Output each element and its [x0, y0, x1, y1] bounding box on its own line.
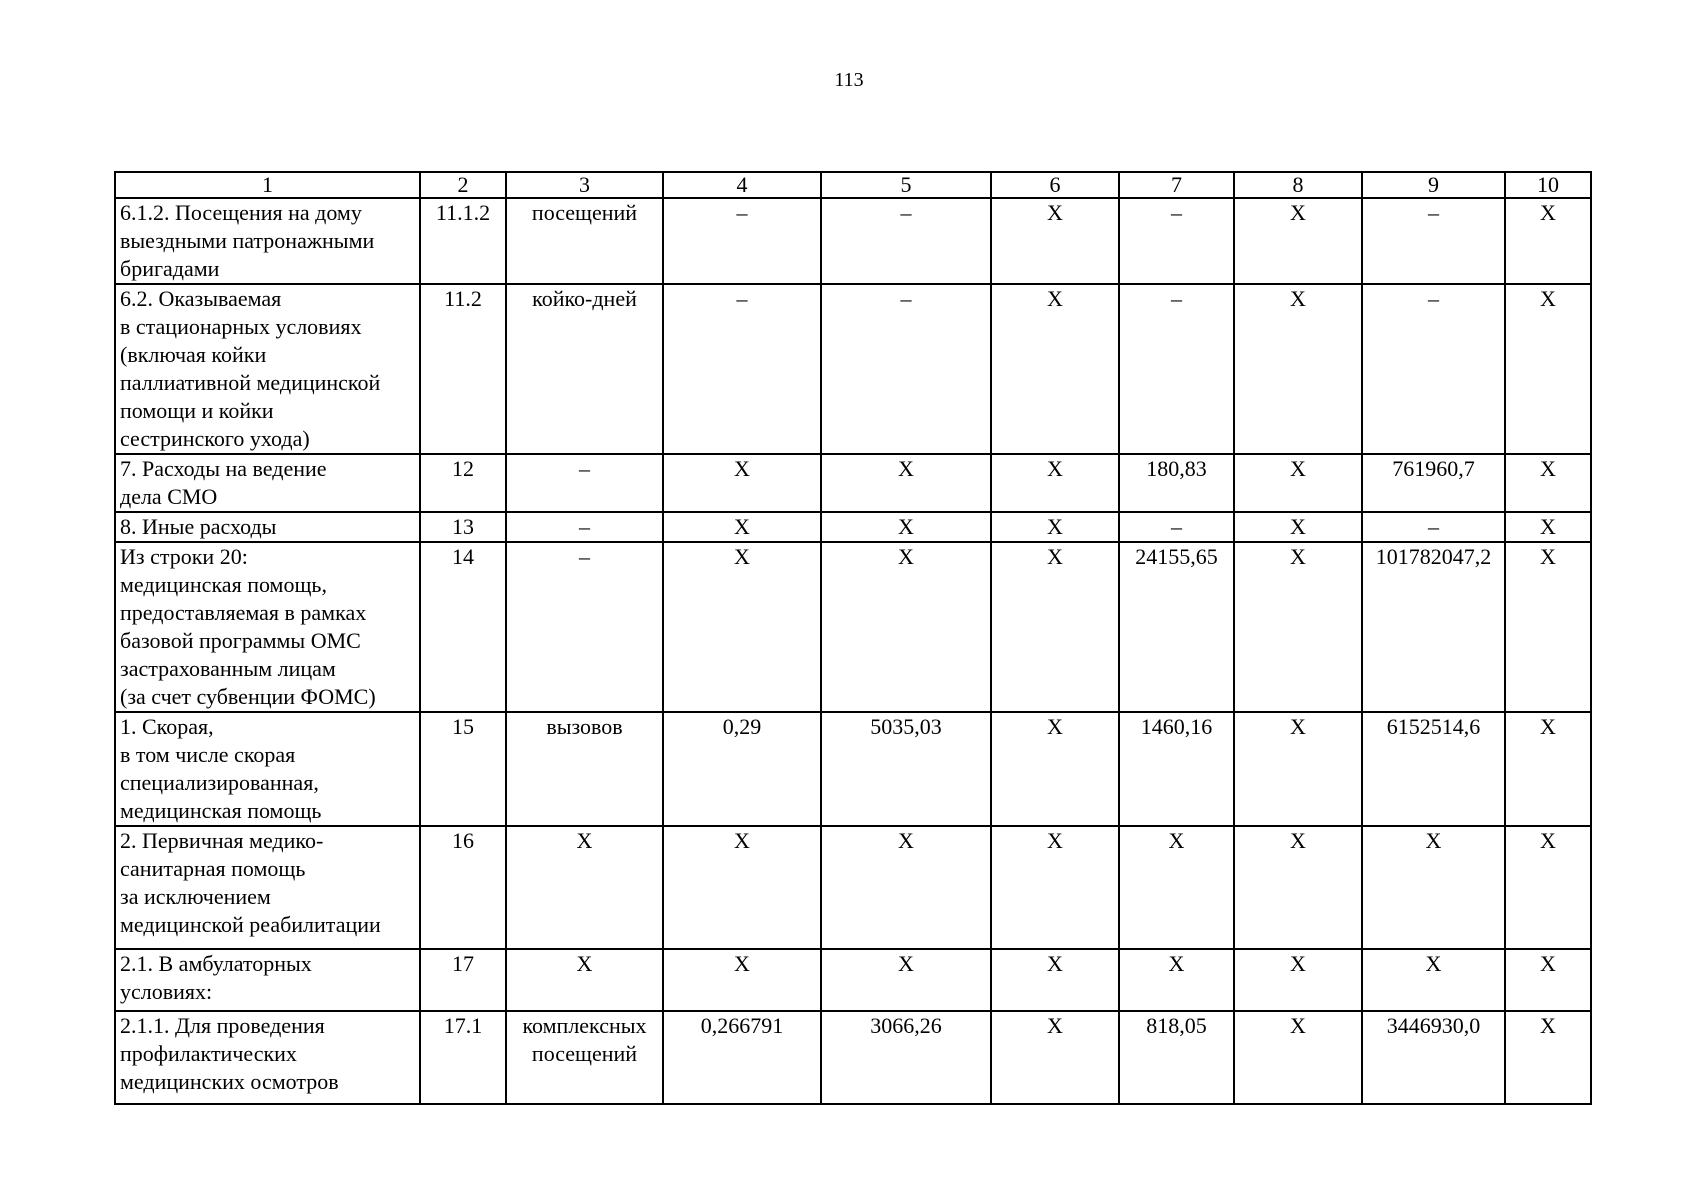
table-body	[115, 172, 1591, 1104]
header-cell-4: 4	[663, 172, 821, 198]
table-cell-col-2: 17.1	[420, 1011, 506, 1104]
table-cell-col-9: X	[1362, 949, 1505, 1011]
table-cell-col-6: X	[991, 826, 1119, 949]
page-number: 113	[834, 69, 864, 91]
table-row	[115, 454, 1591, 512]
table-cell-col-10: X	[1505, 198, 1591, 284]
table-cell-col-3: вызовов	[506, 712, 663, 826]
table-cell-col-1: 7. Расходы на ведение дела СМО	[115, 454, 420, 512]
table-cell-col-4: 0,266791	[663, 1011, 821, 1104]
table-cell-col-2: 15	[420, 712, 506, 826]
table-cell-col-10: X	[1505, 512, 1591, 542]
table-cell-col-9: –	[1362, 198, 1505, 284]
table-cell-col-10: X	[1505, 1011, 1591, 1104]
table-cell-col-10: X	[1505, 454, 1591, 512]
table-cell-col-9: X	[1362, 826, 1505, 949]
table-cell-col-1: 1. Скорая, в том числе скорая специализированная, медицинская помощь	[115, 712, 420, 826]
header-cell-6: 6	[991, 172, 1119, 198]
table-cell-col-4: –	[663, 198, 821, 284]
table-cell-col-10: X	[1505, 826, 1591, 949]
table-row	[115, 1011, 1591, 1104]
table-cell-col-5: –	[821, 284, 991, 454]
table-cell-col-2: 13	[420, 512, 506, 542]
table-cell-col-7: 180,83	[1119, 454, 1234, 512]
table-cell-col-9: –	[1362, 512, 1505, 542]
table-row	[115, 949, 1591, 1011]
table-cell-col-3: –	[506, 454, 663, 512]
header-cell-3: 3	[506, 172, 663, 198]
table-cell-col-6: X	[991, 198, 1119, 284]
table-cell-col-3: комплексных посещений	[506, 1011, 663, 1104]
table-cell-col-3: койко-дней	[506, 284, 663, 454]
table-row	[115, 712, 1591, 826]
data-table	[114, 171, 1592, 1105]
table-cell-col-10: X	[1505, 712, 1591, 826]
table-cell-col-6: X	[991, 542, 1119, 712]
table-cell-col-5: –	[821, 198, 991, 284]
table-cell-col-2: 14	[420, 542, 506, 712]
table-cell-col-8: X	[1234, 284, 1362, 454]
table-cell-col-1: 8. Иные расходы	[115, 512, 420, 542]
table-cell-col-4: X	[663, 542, 821, 712]
table-cell-col-7: 1460,16	[1119, 712, 1234, 826]
header-cell-8: 8	[1234, 172, 1362, 198]
table-cell-col-8: X	[1234, 198, 1362, 284]
table-cell-col-8: X	[1234, 1011, 1362, 1104]
table-cell-col-2: 11.1.2	[420, 198, 506, 284]
header-cell-10: 10	[1505, 172, 1591, 198]
table-cell-col-3: X	[506, 949, 663, 1011]
table-cell-col-10: X	[1505, 949, 1591, 1011]
table-cell-col-8: X	[1234, 542, 1362, 712]
table-cell-col-9: –	[1362, 284, 1505, 454]
table-cell-col-4: X	[663, 512, 821, 542]
table-cell-col-5: X	[821, 826, 991, 949]
table-cell-col-10: X	[1505, 542, 1591, 712]
header-cell-9: 9	[1362, 172, 1505, 198]
table-cell-col-1: 2.1. В амбулаторных условиях:	[115, 949, 420, 1011]
table-cell-col-4: X	[663, 949, 821, 1011]
table-cell-col-9: 6152514,6	[1362, 712, 1505, 826]
table-cell-col-4: –	[663, 284, 821, 454]
table-cell-col-7: 24155,65	[1119, 542, 1234, 712]
table-row	[115, 284, 1591, 454]
table-cell-col-1: Из строки 20: медицинская помощь, предоставляемая в рамках базовой программы ОМС застрахованным лицам (за счет субвенции ФОМС)	[115, 542, 420, 712]
table-cell-col-5: 3066,26	[821, 1011, 991, 1104]
table-cell-col-2: 16	[420, 826, 506, 949]
table-cell-col-4: X	[663, 826, 821, 949]
table-cell-col-10: X	[1505, 284, 1591, 454]
header-cell-5: 5	[821, 172, 991, 198]
table-cell-col-7: –	[1119, 284, 1234, 454]
table-cell-col-9: 101782047,2	[1362, 542, 1505, 712]
table-cell-col-4: 0,29	[663, 712, 821, 826]
table-cell-col-6: X	[991, 1011, 1119, 1104]
table-cell-col-5: X	[821, 512, 991, 542]
table-cell-col-8: X	[1234, 454, 1362, 512]
table-cell-col-6: X	[991, 454, 1119, 512]
table-cell-col-8: X	[1234, 512, 1362, 542]
table-cell-col-3: посещений	[506, 198, 663, 284]
table-cell-col-5: X	[821, 542, 991, 712]
table-cell-col-6: X	[991, 284, 1119, 454]
table-cell-col-1: 2. Первичная медико- санитарная помощь за исключением медицинской реабилитации	[115, 826, 420, 949]
table-cell-col-7: X	[1119, 826, 1234, 949]
table-cell-col-8: X	[1234, 826, 1362, 949]
table-cell-col-9: 761960,7	[1362, 454, 1505, 512]
table-row	[115, 198, 1591, 284]
table-cell-col-2: 12	[420, 454, 506, 512]
table-cell-col-6: X	[991, 949, 1119, 1011]
table-cell-col-3: X	[506, 826, 663, 949]
table-cell-col-4: X	[663, 454, 821, 512]
header-cell-7: 7	[1119, 172, 1234, 198]
table-cell-col-8: X	[1234, 712, 1362, 826]
table-cell-col-9: 3446930,0	[1362, 1011, 1505, 1104]
table-cell-col-5: 5035,03	[821, 712, 991, 826]
table-header-row	[115, 172, 1591, 198]
table-cell-col-1: 2.1.1. Для проведения профилактических медицинских осмотров	[115, 1011, 420, 1104]
table-cell-col-7: X	[1119, 949, 1234, 1011]
table-cell-col-6: X	[991, 512, 1119, 542]
table-cell-col-3: –	[506, 542, 663, 712]
table-cell-col-2: 17	[420, 949, 506, 1011]
table-cell-col-7: 818,05	[1119, 1011, 1234, 1104]
table-cell-col-1: 6.1.2. Посещения на дому выездными патронажными бригадами	[115, 198, 420, 284]
table-cell-col-2: 11.2	[420, 284, 506, 454]
table-row	[115, 512, 1591, 542]
table-cell-col-7: –	[1119, 512, 1234, 542]
table-row	[115, 542, 1591, 712]
table-cell-col-5: X	[821, 454, 991, 512]
table-cell-col-1: 6.2. Оказываемая в стационарных условиях (включая койки паллиативной медицинской помощи и койки сестринского ухода)	[115, 284, 420, 454]
table-cell-col-6: X	[991, 712, 1119, 826]
header-cell-2: 2	[420, 172, 506, 198]
table-cell-col-7: –	[1119, 198, 1234, 284]
table-cell-col-5: X	[821, 949, 991, 1011]
table-cell-col-8: X	[1234, 949, 1362, 1011]
header-cell-1: 1	[115, 172, 420, 198]
table-row	[115, 826, 1591, 949]
table-cell-col-3: –	[506, 512, 663, 542]
